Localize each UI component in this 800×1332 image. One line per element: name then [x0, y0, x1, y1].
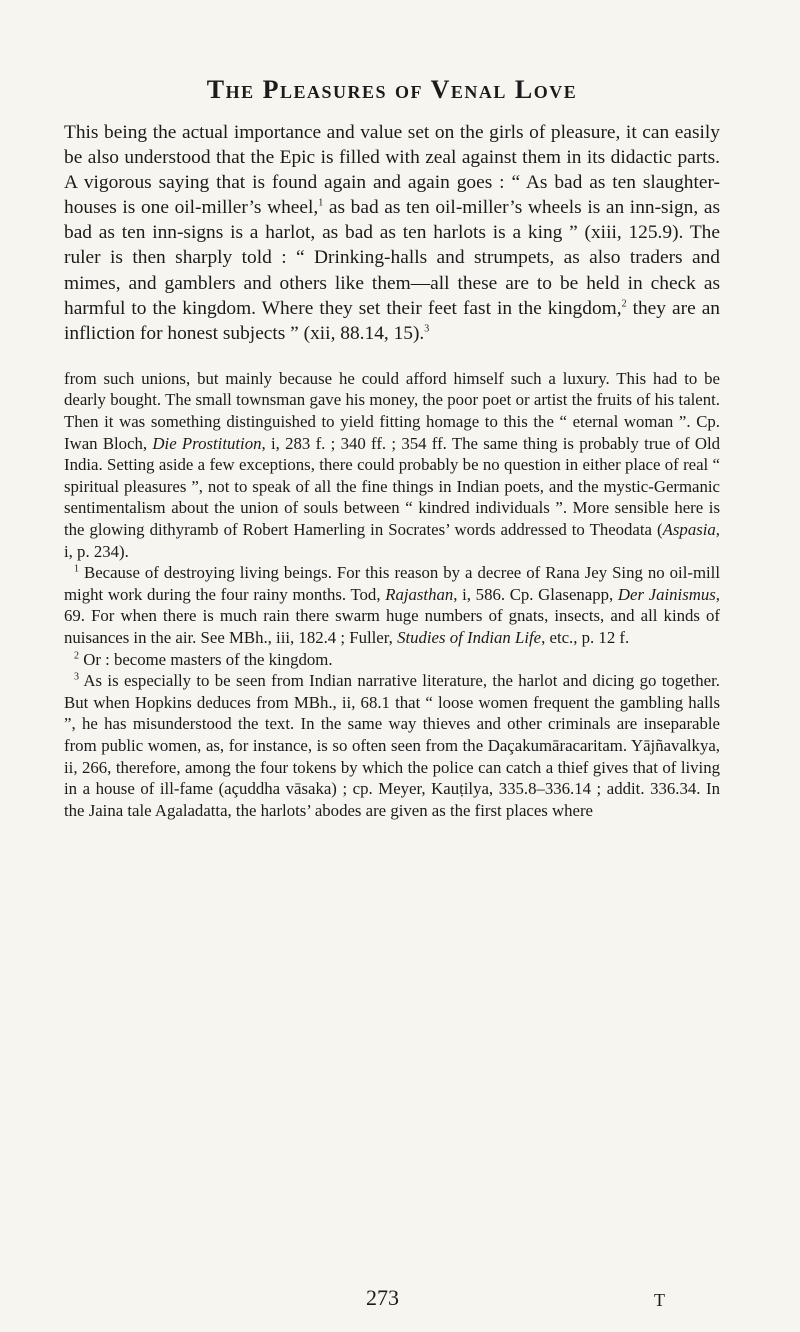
italic-title: Die Prostitution: [152, 433, 262, 453]
footnote-3: $^3$ As is especially to be seen from Indian narrative literature, the harlot and dicing go together. But when Hopkins deduces from MBh., ii, 68.1 that “ loose women frequent the gambling halls ”, he has misunderstood the text. In the same way thieves and other criminals are inseparable from public women, as, for instance, is so often seen from the Daçakumāracaritam. Yājñavalkya, ii, 266, therefore, among the four tokens by which the police can catch a thief gives that of living in a house of ill-fame (açuddha vāsaka) ; cp. Meyer, Kauṭilya, 335.8–336.14 ; addit. 336.34. In the Jaina tale Agaladatta, the harlots’ abodes are given as the first places where: [64, 671, 720, 820]
running-head: The Pleasures of Venal Love: [206, 75, 578, 104]
book-page: [64, 74, 720, 821]
footnote-section: [64, 368, 720, 821]
footnote-mark: 3: [74, 671, 79, 683]
signature-mark: T: [654, 1290, 665, 1310]
footnote-1: $^1$ Because of destroying living beings. For this reason by a decree of Rana Jey Sing no oil-mill might work during the four rainy months. Tod, Rajasthan, i, 586. Cp. Glasenapp, Der Jainismus, 69. For when there is much rain there swarm huge numbers of gnats, insects, and all kinds of nuisances in the air. See MBh., iii, 182.4 ; Fuller, Studies of Indian Life, etc., p. 12 f.: [64, 563, 720, 647]
page-number: 273: [366, 1285, 399, 1310]
main-paragraph: This being the actual importance and value set on the girls of pleasure, it can easily be also understood that the Epic is filled with zeal against them in its didactic parts. A vigorous saying that is found again and again goes : “ As bad as ten slaughter-houses is one oil-miller’s wheel,$^1$ as bad as ten oil-miller’s wheels is an inn-sign, as bad as ten inn-signs is a harlot, as bad as ten harlots is a king ” (xiii, 125.9). The ruler is then sharply told : “ Drinking-halls and strumpets, as also traders and mimes, and gamblers and others like them—all these are to be held in check as harmful to the kingdom. Where they set their feet fast in the kingdom,$^2$ they are an infliction for honest subjects ” (xii, 88.14, 15).$^3$: [64, 122, 720, 344]
footnote-ref: 2: [621, 298, 627, 310]
italic-title: Aspasia: [662, 520, 716, 539]
italic-title: Der Jainismus: [617, 584, 716, 604]
footnote-2: $^2$ Or : become masters of the kingdom.: [74, 649, 333, 669]
italic-title: Studies of Indian Life: [397, 627, 542, 647]
footnote-ref: 1: [318, 197, 324, 209]
footnote-mark: 1: [74, 563, 79, 575]
footnote-mark: 2: [74, 649, 79, 661]
continued-footnote: from such unions, but mainly because he could afford himself such a luxury. This had to be dearly bought. The small townsman gave his money, the poor poet or artist the fruits of his talent. Then it was something distinguished to yield fitting homage to this the “ eternal woman ”. Cp. Iwan Bloch, Die Prostitution, i, 283 f. ; 340 ff. ; 354 ff. The same thing is probably true of Old India. Setting aside a few exceptions, there could probably be no question in either place of real “ spiritual pleasures ”, not to speak of all the fine things in Indian poets, and the mystic-Germanic sentimentalism about the union of souls between “ kindred individuals ”. More sensible here is the glowing dithyramb of Robert Hamerling in Socrates’ words addressed to Theodata (Aspasia, i, p. 234).: [64, 368, 720, 561]
italic-title: Rajasthan: [385, 584, 454, 604]
footnote-ref: 3: [424, 323, 430, 335]
